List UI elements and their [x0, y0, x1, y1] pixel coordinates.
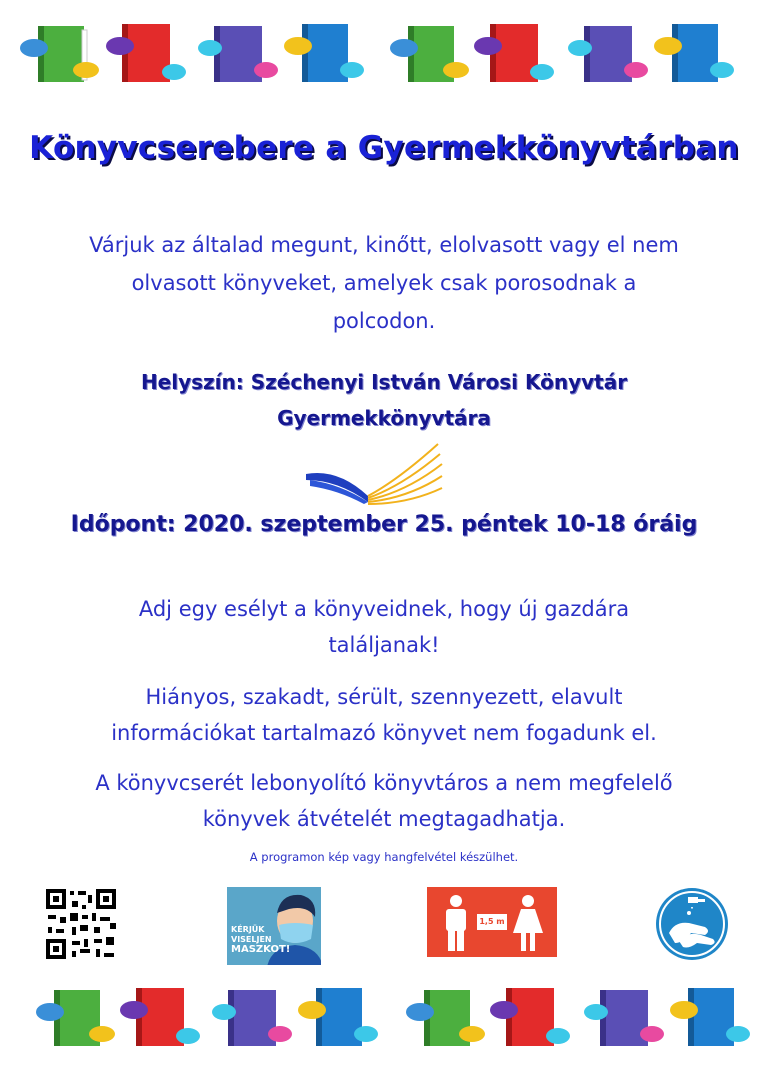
safety-icons-row: [0, 884, 768, 969]
recording-note: A programon kép vagy hangfelvétel készülhet.: [249, 850, 519, 864]
red-book-icon: [474, 20, 554, 88]
red-book-icon: [120, 984, 200, 1052]
blue-book-icon: [284, 20, 364, 88]
qr-code-icon: [44, 887, 118, 961]
paragraph-line: könyvek átvételét megtagadhatja.: [202, 807, 566, 831]
purple-book-icon: [584, 984, 664, 1052]
red-book-icon: [106, 20, 186, 88]
location: [60, 364, 708, 436]
paragraph-refusal: [30, 765, 738, 837]
purple-book-icon: [568, 20, 648, 88]
paragraph-conditions: [40, 679, 728, 751]
purple-book-icon: [212, 984, 292, 1052]
location-line: Gyermekkönyvtára: [277, 406, 491, 430]
man-icon: [441, 895, 471, 951]
paragraph-line: információkat tartalmazó könyvet nem fogadunk el.: [111, 721, 657, 745]
paragraph-line: A könyvcserét lebonyolító könyvtáros a nem megfelelő: [95, 771, 673, 795]
green-book-icon: [406, 984, 486, 1052]
green-book-icon: [20, 20, 100, 88]
paragraph-line: találjanak!: [328, 633, 440, 657]
top-books-decoration: [0, 18, 768, 93]
page-title: Könyvcserebere a Gyermekkönyvtárban: [29, 130, 739, 166]
social-distance-sign: [427, 887, 557, 957]
hand-sanitizer-icon: [655, 887, 729, 961]
mask-sign-line: KÉRJÜK: [231, 925, 265, 934]
red-book-icon: [490, 984, 570, 1052]
mask-sign-text: [231, 925, 291, 955]
event-time: Időpont: 2020. szeptember 25. péntek 10-18 óráig: [70, 512, 698, 537]
blue-book-icon: [298, 984, 378, 1052]
location-line: Helyszín: Széchenyi István Városi Könyvtár: [140, 370, 628, 394]
blue-book-icon: [654, 20, 734, 88]
mask-sign-line: MASZKOT!: [231, 944, 291, 955]
blue-book-icon: [670, 984, 750, 1052]
intro-line: Várjuk az általad megunt, kinőtt, elolvasott vagy el nem: [89, 233, 679, 257]
mask-sign-line: VISELJEN: [231, 935, 272, 944]
paragraph-invite: [80, 591, 688, 663]
library-logo-icon: [298, 440, 448, 512]
woman-icon: [511, 895, 545, 951]
bottom-books-decoration: [0, 982, 768, 1057]
intro-line: polcodon.: [332, 309, 436, 333]
mask-sign: [227, 887, 321, 965]
paragraph-line: Adj egy esélyt a könyveidnek, hogy új gazdára: [138, 597, 630, 621]
distance-label: 1,5 m: [477, 914, 507, 930]
green-book-icon: [36, 984, 116, 1052]
green-book-icon: [390, 20, 470, 88]
paragraph-line: Hiányos, szakadt, sérült, szennyezett, elavult: [145, 685, 623, 709]
purple-book-icon: [198, 20, 278, 88]
intro-text: [70, 226, 698, 340]
intro-line: olvasott könyveket, amelyek csak porosodnak a: [131, 271, 637, 295]
